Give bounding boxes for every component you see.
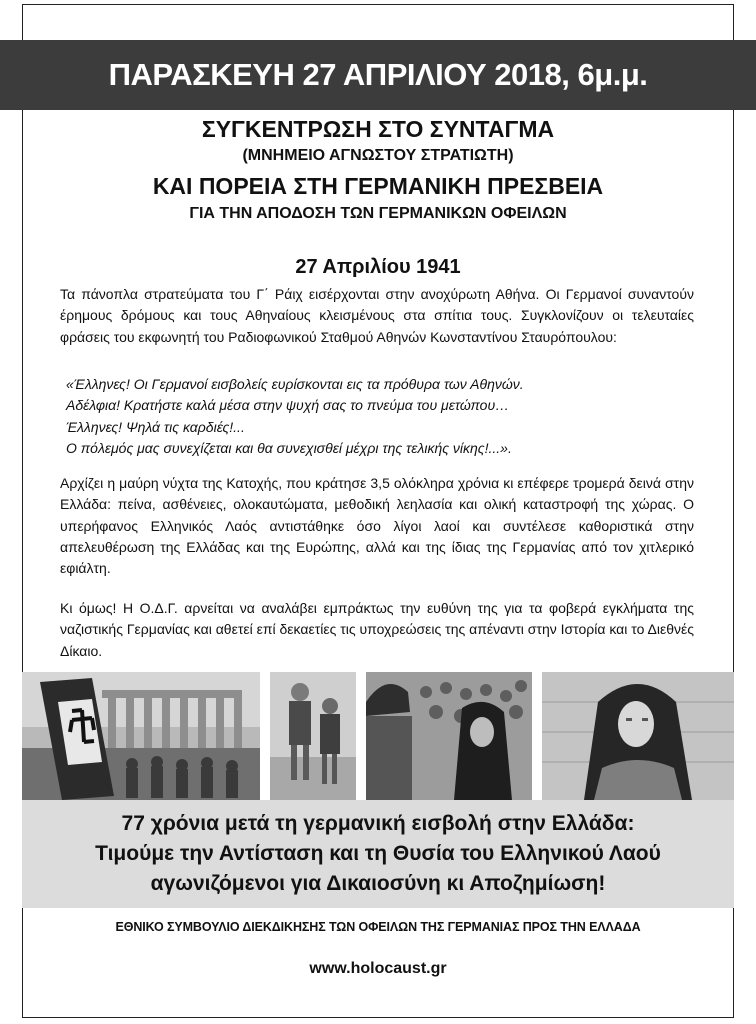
heading-march: ΚΑΙ ΠΟΡΕΙΑ ΣΤΗ ΓΕΡΜΑΝΙΚΗ ΠΡΕΣΒΕΙΑ [152,173,604,199]
quote-line: Έλληνες! Ψηλά τις καρδιές!... [66,418,245,435]
slogan-line-2: Τιμούμε την Αντίσταση και τη Θυσία του Ελληνικού Λαού [95,842,661,865]
slogan-band [22,800,734,908]
date-banner [0,40,756,110]
website-link[interactable]: www.holocaust.gr [309,960,447,977]
heading-rally: ΣΥΓΚΕΝΤΡΩΣΗ ΣΤΟ ΣΥΝΤΑΓΜΑ [201,116,555,142]
woman-in-headscarf-photo [542,672,734,800]
radio-quote [66,374,694,459]
acropolis-occupation-photo [22,672,260,800]
slogan-line-3: αγωνιζόμενοι για Δικαιοσύνη κι Αποζημίωση! [150,872,606,895]
quote-line: Αδέλφια! Κρατήστε καλά μέσα στην ψυχή σας το πνεύμα του μετώπου… [66,397,510,414]
paragraph-occupation: Τα πάνοπλα στρατεύματα του Γ΄ Ράιχ εισέρχονται στην ανοχύρωτη Αθήνα. Οι Γερμανοί συναντούν έρημους δρόμους και τους Αθηναίους κλεισμένους στα σπίτια τους. Συγκλονίζουν οι τελευταίες φράσεις του εκφωνητή του Ραδιοφωνικού Σταθμού Αθηνών Κωνσταντίνου Σταυρόπουλου: [60,286,694,345]
date-banner-text: ΠΑΡΑΣΚΕΥΗ 27 ΑΠΡΙΛΙΟΥ 2018, 6μ.μ. [108,57,648,92]
slogan-line-1: 77 χρόνια μετά τη γερμανική εισβολή στην Ελλάδα: [121,812,635,835]
quote-line: Ο πόλεμός μας συνεχίζεται και θα συνεχισθεί μέχρι της τελικής νίκης!...». [66,439,512,456]
paragraph-frg-refuses: Κι όμως! Η Ο.Δ.Γ. αρνείται να αναλάβει εμπράκτως την ευθύνη της για τα φοβερά εγκλήματα της ναζιστικής Γερμανίας και αθετεί επί δεκαετίες τις υποχρεώσεις της απέναντι στην Ιστορία και το Διεθνές Δίκαιο. [60,600,694,659]
quote-line: «Έλληνες! Οι Γερμανοί εισβολείς ευρίσκονται εις τα πρόθυρα των Αθηνών. [66,376,524,392]
heading-debts: ΓΙΑ ΤΗΝ ΑΠΟΔΟΣΗ ΤΩΝ ΓΕΡΜΑΝΙΚΩΝ ΟΦΕΙΛΩΝ [189,205,567,222]
article-date: 27 Απριλίου 1941 [295,256,461,278]
heading-monument: (ΜΝΗΜΕΙΟ ΑΓΝΩΣΤΟΥ ΣΤΡΑΤΙΩΤΗ) [242,147,514,164]
organization-name: ΕΘΝΙΚΟ ΣΥΜΒΟΥΛΙΟ ΔΙΕΚΔΙΚΗΣΗΣ ΤΩΝ ΟΦΕΙΛΩΝ ΤΗΣ ΓΕΡΜΑΝΙΑΣ ΠΡΟΣ ΤΗΝ ΕΛΛΑΔΑ [115,920,641,934]
soldier-and-woman-photo [366,672,532,800]
children-photo [270,672,356,800]
photo-strip [22,672,734,800]
paragraph-dark-night: Αρχίζει η μαύρη νύχτα της Κατοχής, που κράτησε 3,5 ολόκληρα χρόνια κι επέφερε τρομερά δεινά στην Ελλάδα: πείνα, ασθένειες, ολοκαυτώματα, μεθοδική λεηλασία και ολική καταστροφή της χώρας. Ο υπερήφανος Ελληνικός Λαός αντιστάθηκε όσο λίγοι λαοί και συντέλεσε καθοριστικά στην απελευθέρωση της Ελλάδας και της Ευρώπης, αλλά και της ίδιας της Γερμανίας από τον χιτλερικό εφιάλτη. [60,475,694,577]
